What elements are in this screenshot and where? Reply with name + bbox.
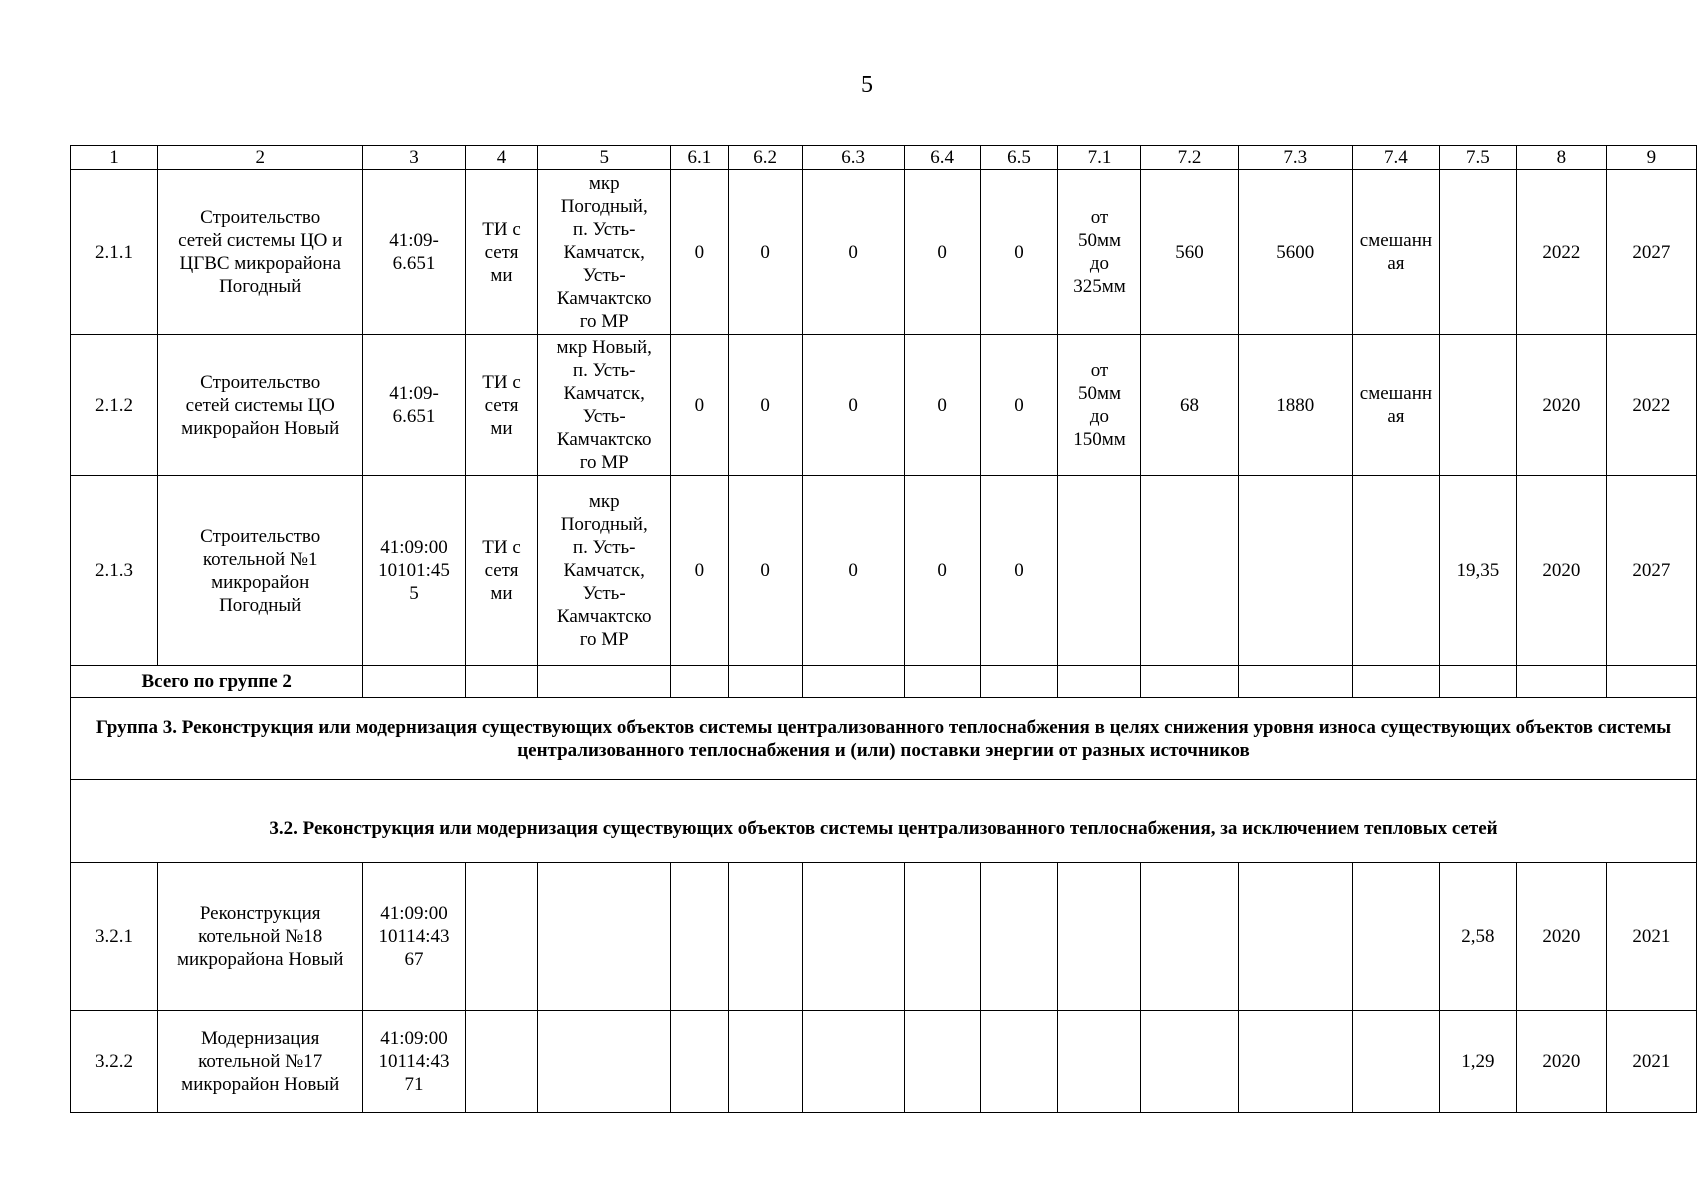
- page-number: 5: [861, 72, 873, 98]
- column-number-header-row: [71, 146, 1697, 170]
- column-header: 7.1: [1058, 146, 1141, 170]
- empty-cell: [1058, 1011, 1141, 1113]
- cell-7-5: 1,29: [1439, 1011, 1516, 1113]
- location-line: мкр Новый,: [556, 337, 652, 358]
- pipe-diameter-line: 325мм: [1073, 276, 1126, 297]
- table-row: [71, 476, 1697, 666]
- start-year: 2020: [1516, 476, 1606, 666]
- project-name-line: котельной №1: [202, 548, 318, 570]
- project-name-line: Строительство: [200, 371, 321, 393]
- object-type: [465, 335, 538, 476]
- cell-7-5: [1439, 170, 1516, 335]
- group-3-title: Группа 3. Реконструкция или модернизация существующих объектов системы централизованного теплоснабжения в целях снижения уровня износа существующих объектов системы централизованного теплоснабжения и (или) поставки энергии от разных источников: [71, 698, 1697, 780]
- object-type-line: ми: [490, 264, 513, 286]
- location-line: го МР: [579, 310, 629, 332]
- cell-6-4: 0: [904, 476, 980, 666]
- cell-6-2: 0: [728, 476, 802, 666]
- cell-6-1: 0: [670, 476, 728, 666]
- empty-cell: [538, 1011, 671, 1113]
- cell-7-5: [1439, 335, 1516, 476]
- location-line: п. Усть-: [572, 218, 636, 240]
- pipe-diameter-line: 150мм: [1073, 429, 1126, 450]
- empty-cell: [728, 863, 802, 1011]
- column-header: 4: [465, 146, 538, 170]
- end-year: 2027: [1606, 170, 1696, 335]
- column-header: 6.3: [802, 146, 904, 170]
- cell-7-2: [1141, 476, 1238, 666]
- table-row: [71, 1011, 1697, 1113]
- cell-6-3: 0: [802, 476, 904, 666]
- pipe-diameter: [1058, 476, 1141, 666]
- project-name: [158, 335, 363, 476]
- cell-7-3: 1880: [1238, 335, 1352, 476]
- project-name-line: микрорайон Новый: [181, 1074, 340, 1095]
- location-line: го МР: [579, 629, 629, 650]
- start-year: 2020: [1516, 335, 1606, 476]
- column-header: 7.5: [1439, 146, 1516, 170]
- empty-cell: [1238, 863, 1352, 1011]
- location: [538, 335, 671, 476]
- table-row: [71, 863, 1697, 1011]
- cadastral-line: 71: [404, 1074, 424, 1095]
- table-row: [71, 170, 1697, 335]
- empty-cell: [465, 863, 538, 1011]
- empty-cell: [670, 666, 728, 698]
- row-number: 2.1.3: [71, 476, 158, 666]
- laying-type-line: смешанн: [1359, 230, 1433, 251]
- cell-6-2: 0: [728, 170, 802, 335]
- location-line: Камчактско: [556, 287, 652, 309]
- start-year: 2022: [1516, 170, 1606, 335]
- location-line: п. Усть-: [572, 360, 636, 381]
- cadastral-number: [363, 335, 465, 476]
- empty-cell: [904, 863, 980, 1011]
- project-name: [158, 170, 363, 335]
- cadastral-number: [363, 863, 465, 1011]
- laying-type-line: ая: [1387, 406, 1405, 427]
- empty-cell: [465, 666, 538, 698]
- object-type-line: ми: [490, 583, 513, 604]
- end-year: 2021: [1606, 863, 1696, 1011]
- empty-cell: [802, 1011, 904, 1113]
- table-row: [71, 335, 1697, 476]
- cell-6-1: 0: [670, 335, 728, 476]
- empty-cell: [465, 1011, 538, 1113]
- empty-cell: [728, 666, 802, 698]
- cadastral-number: [363, 476, 465, 666]
- pipe-diameter-line: от: [1090, 360, 1109, 381]
- pipe-diameter-line: от: [1090, 207, 1109, 228]
- empty-cell: [904, 666, 980, 698]
- row-number: 3.2.2: [71, 1011, 158, 1113]
- location-line: Погодный,: [560, 514, 648, 535]
- group-total-row: [71, 666, 1697, 698]
- project-name-line: Реконструкция: [199, 903, 321, 924]
- start-year: 2020: [1516, 1011, 1606, 1113]
- cell-7-3: [1238, 476, 1352, 666]
- cell-7-5: 19,35: [1439, 476, 1516, 666]
- empty-cell: [980, 863, 1058, 1011]
- empty-cell: [1352, 666, 1439, 698]
- project-name-line: котельной №18: [198, 926, 323, 947]
- cadastral-line: 10114:43: [378, 926, 450, 947]
- investment-program-table: [70, 145, 1697, 1113]
- column-header: 7.3: [1238, 146, 1352, 170]
- cell-7-5: 2,58: [1439, 863, 1516, 1011]
- subgroup-heading-row: [71, 780, 1697, 863]
- column-header: 6.4: [904, 146, 980, 170]
- empty-cell: [904, 1011, 980, 1113]
- pipe-diameter-line: до: [1089, 253, 1110, 274]
- cell-6-4: 0: [904, 335, 980, 476]
- location-line: Камчатск,: [563, 383, 645, 404]
- cell-7-2: 560: [1141, 170, 1238, 335]
- cell-6-5: 0: [980, 335, 1058, 476]
- empty-cell: [1352, 863, 1439, 1011]
- cadastral-line: 10101:45: [378, 560, 450, 581]
- pipe-diameter-line: 50мм: [1077, 383, 1121, 404]
- cell-7-3: 5600: [1238, 170, 1352, 335]
- empty-cell: [1516, 666, 1606, 698]
- cadastral-line: 5: [409, 583, 419, 604]
- location-line: п. Усть-: [572, 537, 636, 558]
- column-header: 8: [1516, 146, 1606, 170]
- location-line: Камчактско: [556, 606, 652, 627]
- empty-cell: [363, 666, 465, 698]
- cadastral-line: 41:09:00: [380, 1028, 448, 1049]
- laying-type-line: смешанн: [1359, 383, 1433, 404]
- column-header: 1: [71, 146, 158, 170]
- end-year: 2021: [1606, 1011, 1696, 1113]
- cell-6-3: 0: [802, 335, 904, 476]
- cell-6-5: 0: [980, 476, 1058, 666]
- cadastral-line: 10114:43: [378, 1051, 450, 1072]
- column-header: 6.1: [670, 146, 728, 170]
- location-line: мкр: [588, 491, 620, 512]
- empty-cell: [1439, 666, 1516, 698]
- column-header: 3: [363, 146, 465, 170]
- empty-cell: [670, 1011, 728, 1113]
- cell-6-4: 0: [904, 170, 980, 335]
- project-name-line: Погодный: [219, 594, 302, 616]
- object-type-line: сетя: [484, 394, 519, 416]
- column-header: 5: [538, 146, 671, 170]
- location-line: Усть-: [582, 264, 626, 286]
- end-year: 2027: [1606, 476, 1696, 666]
- location-line: Усть-: [582, 406, 626, 427]
- project-name-line: микрорайон: [211, 571, 310, 593]
- cell-6-2: 0: [728, 335, 802, 476]
- empty-cell: [1141, 863, 1238, 1011]
- location-line: Погодный,: [560, 195, 648, 217]
- object-type-line: ТИ с: [482, 218, 521, 240]
- project-name-line: Модернизация: [201, 1028, 320, 1049]
- project-name-line: микрорайона Новый: [176, 949, 344, 970]
- location-line: Камчактско: [556, 429, 652, 450]
- start-year: 2020: [1516, 863, 1606, 1011]
- subgroup-3-2-title: 3.2. Реконструкция или модернизация существующих объектов системы централизованного теплоснабжения, за исключением тепловых сетей: [71, 780, 1697, 863]
- column-header: 7.4: [1352, 146, 1439, 170]
- empty-cell: [802, 863, 904, 1011]
- project-name-line: Строительство: [200, 207, 321, 228]
- location-line: Усть-: [582, 583, 626, 604]
- cadastral-line: 41:09-: [389, 383, 439, 404]
- empty-cell: [1058, 863, 1141, 1011]
- empty-cell: [1352, 1011, 1439, 1113]
- location-line: Камчатск,: [563, 241, 645, 263]
- row-number: 2.1.2: [71, 335, 158, 476]
- pipe-diameter: [1058, 170, 1141, 335]
- column-header: 2: [158, 146, 363, 170]
- empty-cell: [1238, 1011, 1352, 1113]
- empty-cell: [1141, 1011, 1238, 1113]
- location: [538, 476, 671, 666]
- end-year: 2022: [1606, 335, 1696, 476]
- cadastral-number: [363, 170, 465, 335]
- row-number: 3.2.1: [71, 863, 158, 1011]
- empty-cell: [980, 666, 1058, 698]
- cadastral-line: 41:09-: [389, 230, 439, 251]
- cell-6-5: 0: [980, 170, 1058, 335]
- location-line: Камчатск,: [563, 560, 645, 581]
- empty-cell: [538, 863, 671, 1011]
- empty-cell: [1058, 666, 1141, 698]
- laying-type: [1352, 476, 1439, 666]
- project-name-line: сетей системы ЦО и: [178, 230, 343, 251]
- row-number: 2.1.1: [71, 170, 158, 335]
- object-type-line: ми: [490, 417, 513, 439]
- laying-type: [1352, 335, 1439, 476]
- project-name: [158, 476, 363, 666]
- column-header: 7.2: [1141, 146, 1238, 170]
- cell-7-2: 68: [1141, 335, 1238, 476]
- object-type-line: сетя: [484, 241, 519, 263]
- empty-cell: [538, 666, 671, 698]
- cell-6-3: 0: [802, 170, 904, 335]
- project-name-line: ЦГВС микрорайона: [179, 253, 341, 274]
- cadastral-line: 41:09:00: [380, 903, 448, 924]
- cadastral-number: [363, 1011, 465, 1113]
- location-line: го МР: [579, 452, 629, 473]
- project-name-line: Погодный: [219, 276, 302, 297]
- project-name-line: микрорайон Новый: [181, 417, 340, 439]
- location-line: мкр: [588, 172, 620, 194]
- column-header: 6.5: [980, 146, 1058, 170]
- laying-type-line: ая: [1387, 253, 1405, 274]
- empty-cell: [670, 863, 728, 1011]
- cadastral-line: 6.651: [392, 406, 436, 427]
- cadastral-line: 67: [404, 949, 424, 970]
- project-name: [158, 863, 363, 1011]
- project-name-line: сетей системы ЦО: [185, 394, 335, 416]
- cell-6-1: 0: [670, 170, 728, 335]
- empty-cell: [1606, 666, 1696, 698]
- empty-cell: [802, 666, 904, 698]
- project-name-line: Строительство: [200, 525, 321, 547]
- laying-type: [1352, 170, 1439, 335]
- object-type: [465, 170, 538, 335]
- empty-cell: [1141, 666, 1238, 698]
- pipe-diameter-line: 50мм: [1077, 230, 1121, 251]
- empty-cell: [728, 1011, 802, 1113]
- project-name-line: котельной №17: [198, 1051, 323, 1072]
- cadastral-line: 41:09:00: [380, 537, 448, 558]
- column-header: 6.2: [728, 146, 802, 170]
- location: [538, 170, 671, 335]
- pipe-diameter-line: до: [1089, 406, 1110, 427]
- cadastral-line: 6.651: [392, 253, 436, 274]
- group-heading-row: [71, 698, 1697, 780]
- pipe-diameter: [1058, 335, 1141, 476]
- column-header: 9: [1606, 146, 1696, 170]
- object-type-line: сетя: [484, 560, 519, 581]
- empty-cell: [1238, 666, 1352, 698]
- object-type-line: ТИ с: [482, 537, 521, 558]
- project-name: [158, 1011, 363, 1113]
- group-total-label: Всего по группе 2: [71, 666, 363, 698]
- empty-cell: [980, 1011, 1058, 1113]
- object-type: [465, 476, 538, 666]
- object-type-line: ТИ с: [482, 371, 521, 393]
